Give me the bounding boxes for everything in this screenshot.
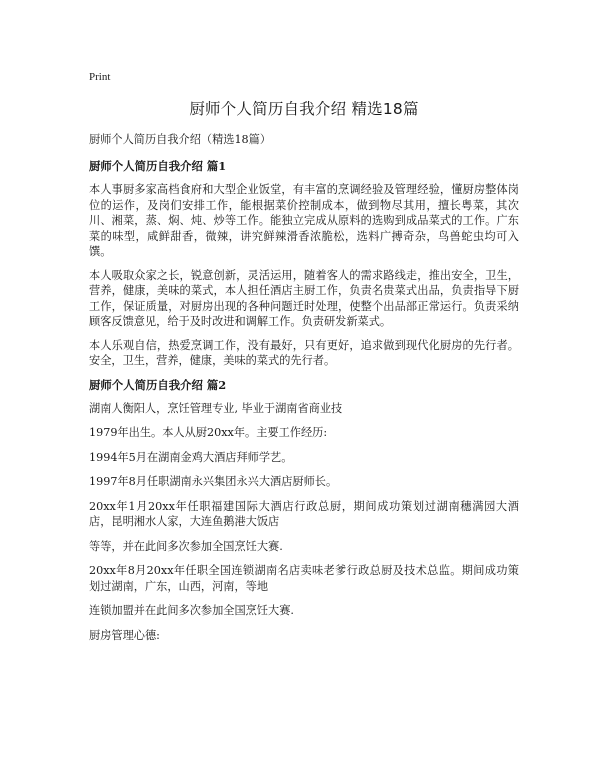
- paragraph: 20xx年1月20xx年任职福建国际大酒店行政总厨，期间成功策划过湖南穗满园大酒店，昆明湘水人家，大连鱼鹅港大饭店: [89, 499, 519, 528]
- paragraph: 本人吸取众家之长，锐意创新，灵活运用，随着客人的需求路线走，推出安全，卫生，营养，健康，美味的菜式，本人担任酒店主厨工作，负责名贵菜式出品，负责指导下厨工作，保证质量，对厨房出现的各种问题迁时处理，使整个出品部正常运行。负责采纳顾客反馈意见，给于及时改进和调解工作。负责研发新菜式。: [89, 268, 519, 328]
- paragraph: 1997年8月任职湖南永兴集团永兴大酒店厨师长。: [89, 475, 338, 488]
- paragraph: 湖南人衡阳人，烹饪管理专业, 毕业于湖南省商业技: [89, 401, 343, 415]
- paragraph: 本人乐观自信，热爱烹调工作，没有最好，只有更好，追求做到现代化厨房的先行者。安全，卫生，营养，健康，美味的菜式的先行者。: [89, 338, 519, 367]
- paragraph: 20xx年8月20xx年任职全国连锁湖南名店卖味老爹行政总厨及技术总监。期间成功策划过湖南，广东，山西，河南，等地: [89, 564, 519, 593]
- document-page: [89, 70, 519, 652]
- paragraph: 厨房管理心德:: [89, 628, 160, 642]
- document-title: 厨师个人简历自我介绍 精选18篇: [189, 100, 419, 118]
- paragraph: 1979年出生。本人从厨20xx年。主要工作经历:: [89, 426, 328, 439]
- paragraph: 连锁加盟并在此间多次参加全国烹饪大赛.: [89, 604, 294, 617]
- section-heading-2: 厨师个人简历自我介绍 篇2: [89, 377, 227, 392]
- print-link[interactable]: Print: [89, 71, 111, 83]
- section-heading-1: 厨师个人简历自我介绍 篇1: [89, 159, 227, 173]
- paragraph: 本人事厨多家高档食府和大型企业饭堂，有丰富的烹调经验及管理经验，懂厨房整体岗位的运作，及岗们安排工作，能根据菜价控制成本，做到物尽其用，擅长粤菜，其次川、湘菜，蒸、焖、炖、炒等工作。能独立完成从原料的选购到成品菜式的工作。广东菜的味型，咸鲜甜香，微辣，讲究鲜辣滑香浓脆松，选料广搏奇杂，鸟兽蛇虫均可入馔。: [89, 183, 519, 258]
- document-subtitle: 厨师个人简历自我介绍（精选18篇）: [89, 133, 272, 146]
- paragraph: 1994年5月在湖南金鸡大酒店拜师学艺。: [89, 450, 293, 464]
- paragraph: 等等，并在此间多次参加全国烹饪大赛.: [89, 539, 283, 553]
